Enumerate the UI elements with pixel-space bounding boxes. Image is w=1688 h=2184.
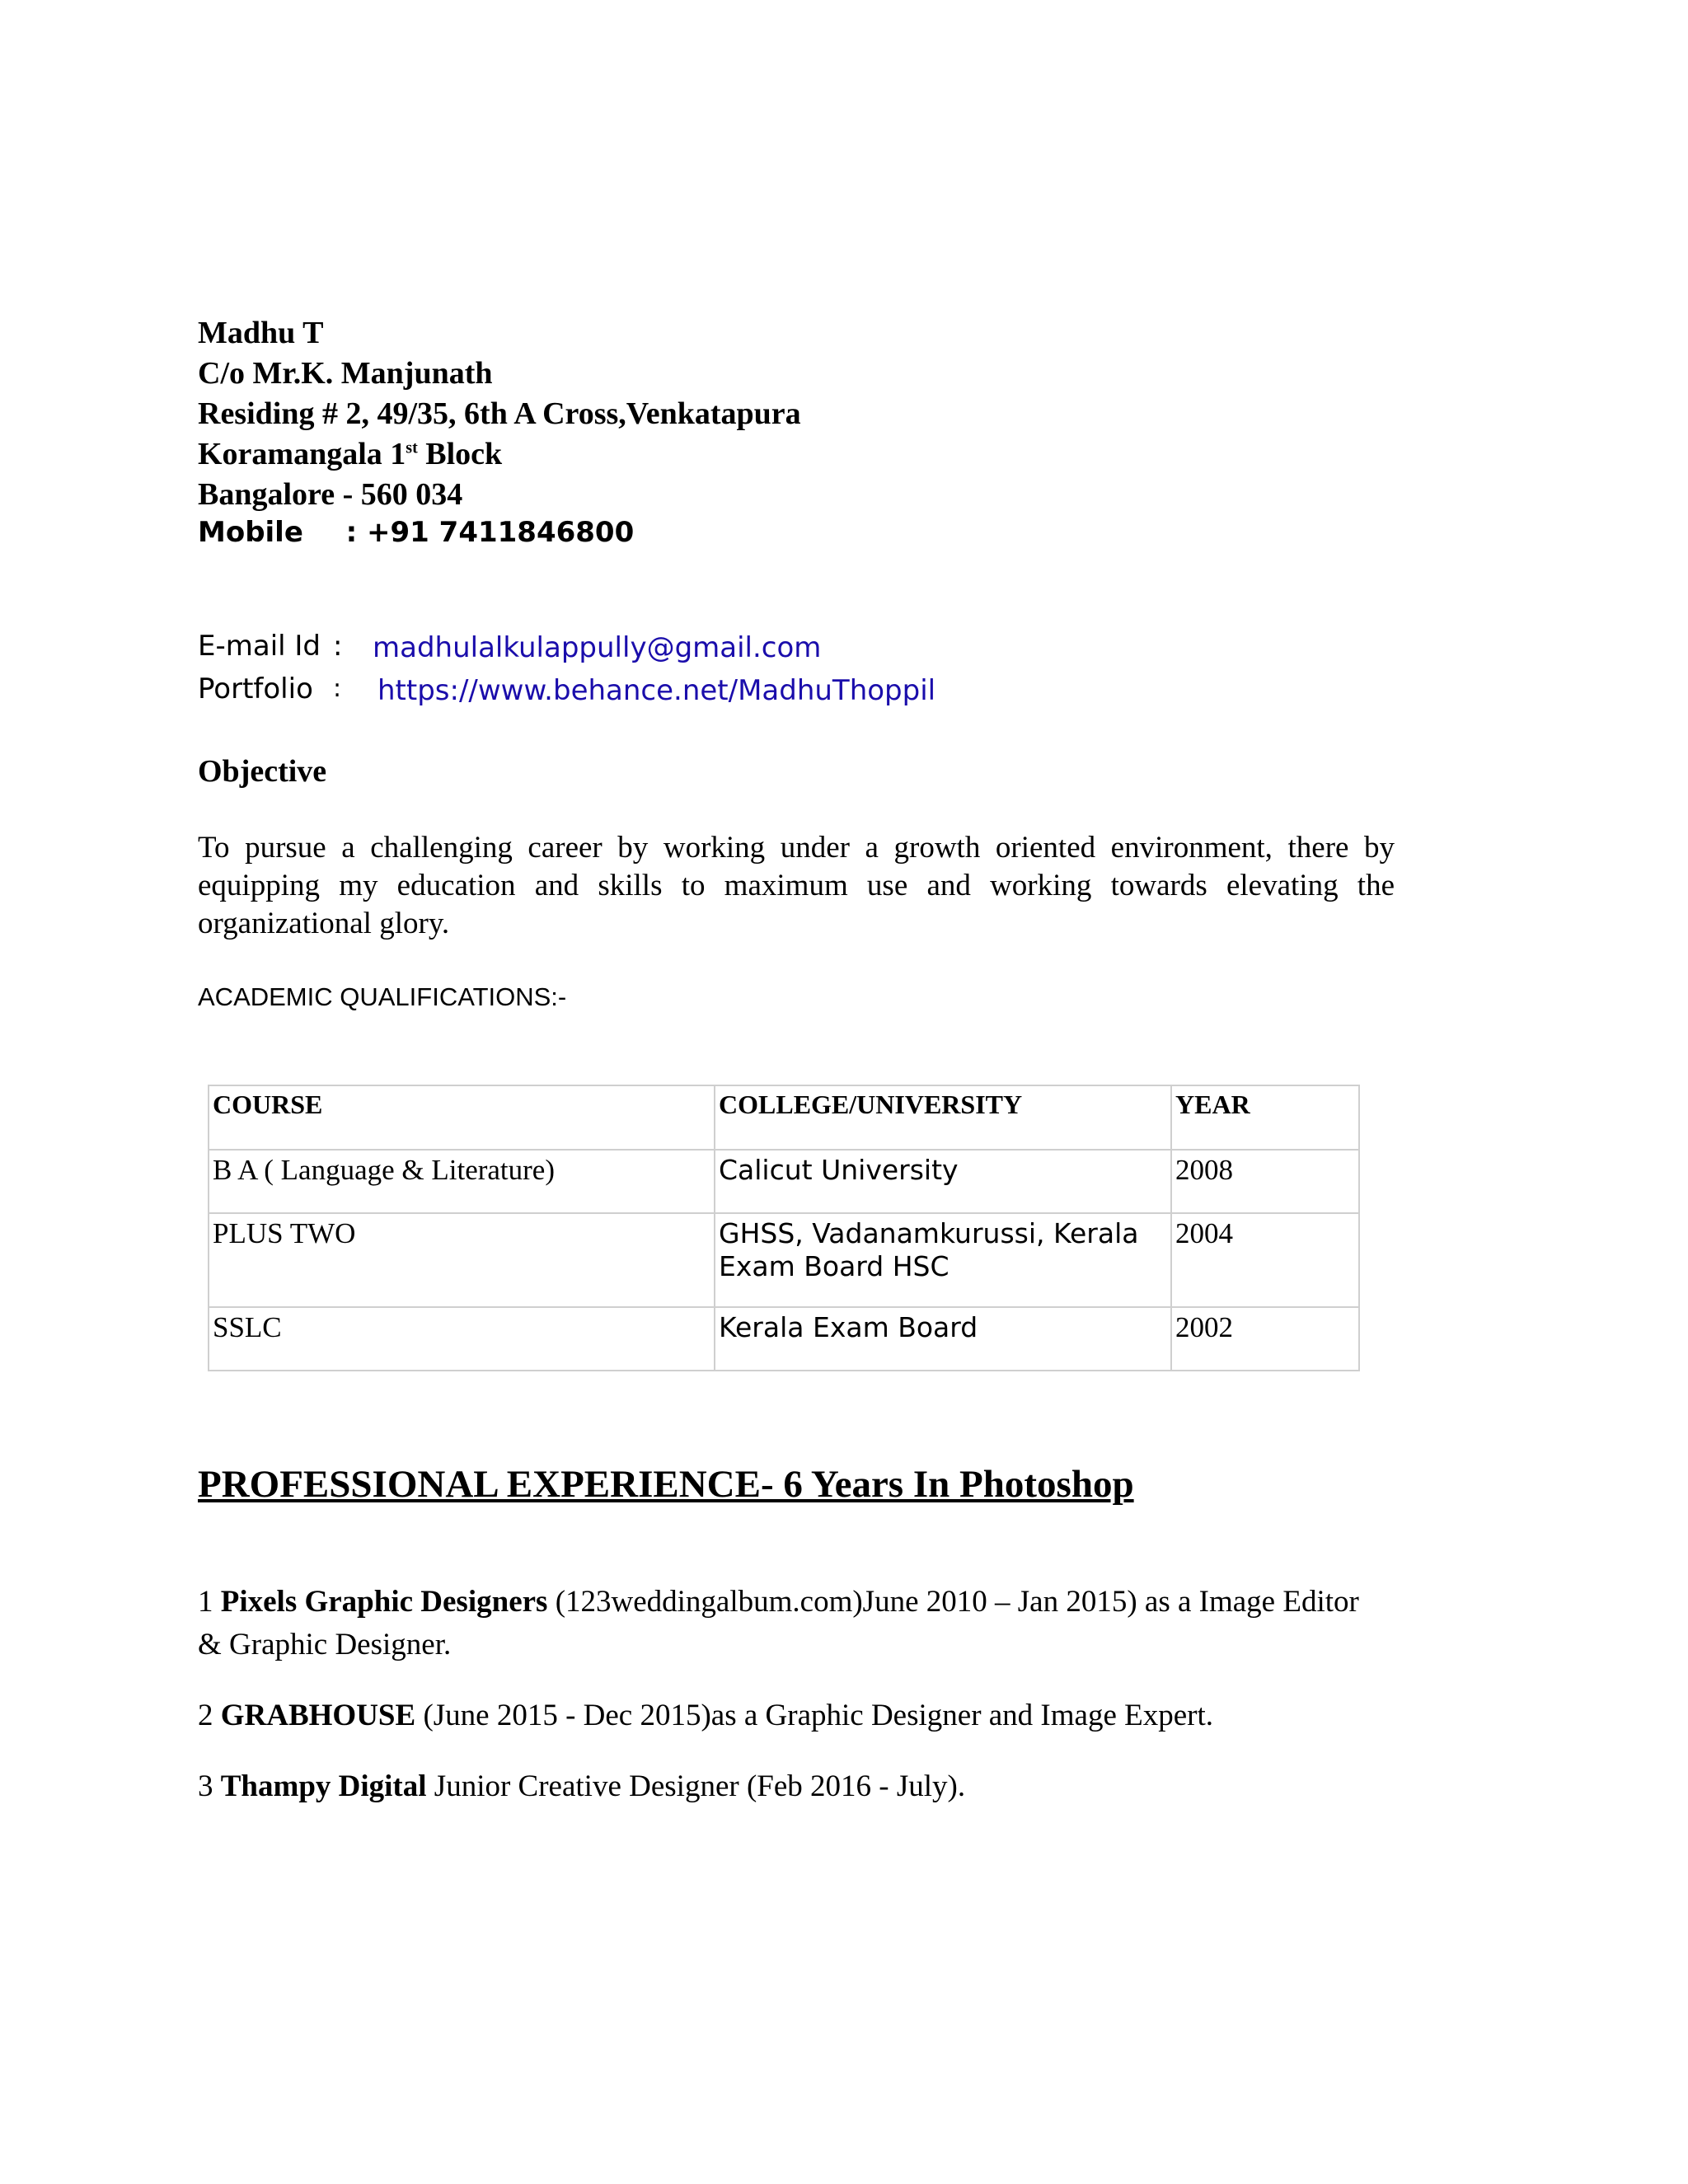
- mobile-label: Mobile: [198, 516, 303, 549]
- college-cell: Calicut University: [715, 1150, 1171, 1213]
- column-header-course: COURSE: [209, 1085, 715, 1150]
- course-cell: B A ( Language & Literature): [209, 1150, 715, 1213]
- experience-item-3: 3 Thampy Digital Junior Creative Designer (Feb 2016 - July).: [198, 1769, 966, 1803]
- college-cell: GHSS, Vadanamkurussi, Kerala Exam Board HSC: [715, 1213, 1171, 1307]
- table-row: [209, 1307, 1359, 1371]
- area-line: Koramangala 1st Block: [198, 437, 503, 471]
- college-cell: Kerala Exam Board: [715, 1307, 1171, 1371]
- experience-heading: PROFESSIONAL EXPERIENCE- 6 Years In Photoshop: [198, 1463, 1134, 1506]
- portfolio-label: Portfolio: [198, 673, 313, 705]
- email-row: [198, 630, 321, 663]
- applicant-name: Madhu T: [198, 316, 324, 350]
- table-row: [209, 1150, 1359, 1213]
- column-header-college: COLLEGE/UNIVERSITY: [715, 1085, 1171, 1150]
- qualifications-table: [208, 1085, 1360, 1371]
- mobile-line: [198, 516, 634, 549]
- portfolio-link[interactable]: https://www.behance.net/MadhuThoppil: [377, 674, 936, 707]
- course-cell: PLUS TWO: [209, 1213, 715, 1307]
- course-cell: SSLC: [209, 1307, 715, 1371]
- portfolio-separator: :: [333, 674, 342, 703]
- table-row: [209, 1213, 1359, 1307]
- email-separator: :: [333, 630, 343, 663]
- company-name: GRABHOUSE: [220, 1699, 416, 1732]
- experience-item-1: 1 Pixels Graphic Designers (123weddingalbum.com)June 2010 – Jan 2015) as a Image Editor & Graphic Designer.: [198, 1585, 1359, 1661]
- experience-item-2: 2 GRABHOUSE (June 2015 - Dec 2015)as a Graphic Designer and Image Expert.: [198, 1699, 1214, 1732]
- objective-text: To pursue a challenging career by working under a growth oriented environment, there by equipping my education and skills to maximum use and working towards elevating the organizational glory.: [198, 831, 1395, 940]
- year-cell: 2008: [1171, 1150, 1359, 1213]
- city-line: Bangalore - 560 034: [198, 477, 463, 512]
- year-cell: 2004: [1171, 1213, 1359, 1307]
- mobile-value: : +91 7411846800: [345, 516, 635, 549]
- care-of-line: C/o Mr.K. Manjunath: [198, 356, 493, 391]
- academic-heading: ACADEMIC QUALIFICATIONS:-: [198, 982, 567, 1011]
- company-name: Pixels Graphic Designers: [220, 1585, 548, 1619]
- address-block: [198, 313, 801, 515]
- objective-heading: Objective: [198, 754, 327, 789]
- year-cell: 2002: [1171, 1307, 1359, 1371]
- column-header-year: YEAR: [1171, 1085, 1359, 1150]
- table-header-row: [209, 1085, 1359, 1150]
- residing-line: Residing # 2, 49/35, 6th A Cross,Venkatapura: [198, 396, 801, 431]
- email-label: E-mail Id: [198, 630, 321, 663]
- email-link[interactable]: madhulalkulappully@gmail.com: [373, 631, 822, 664]
- company-name: Thampy Digital: [220, 1769, 427, 1803]
